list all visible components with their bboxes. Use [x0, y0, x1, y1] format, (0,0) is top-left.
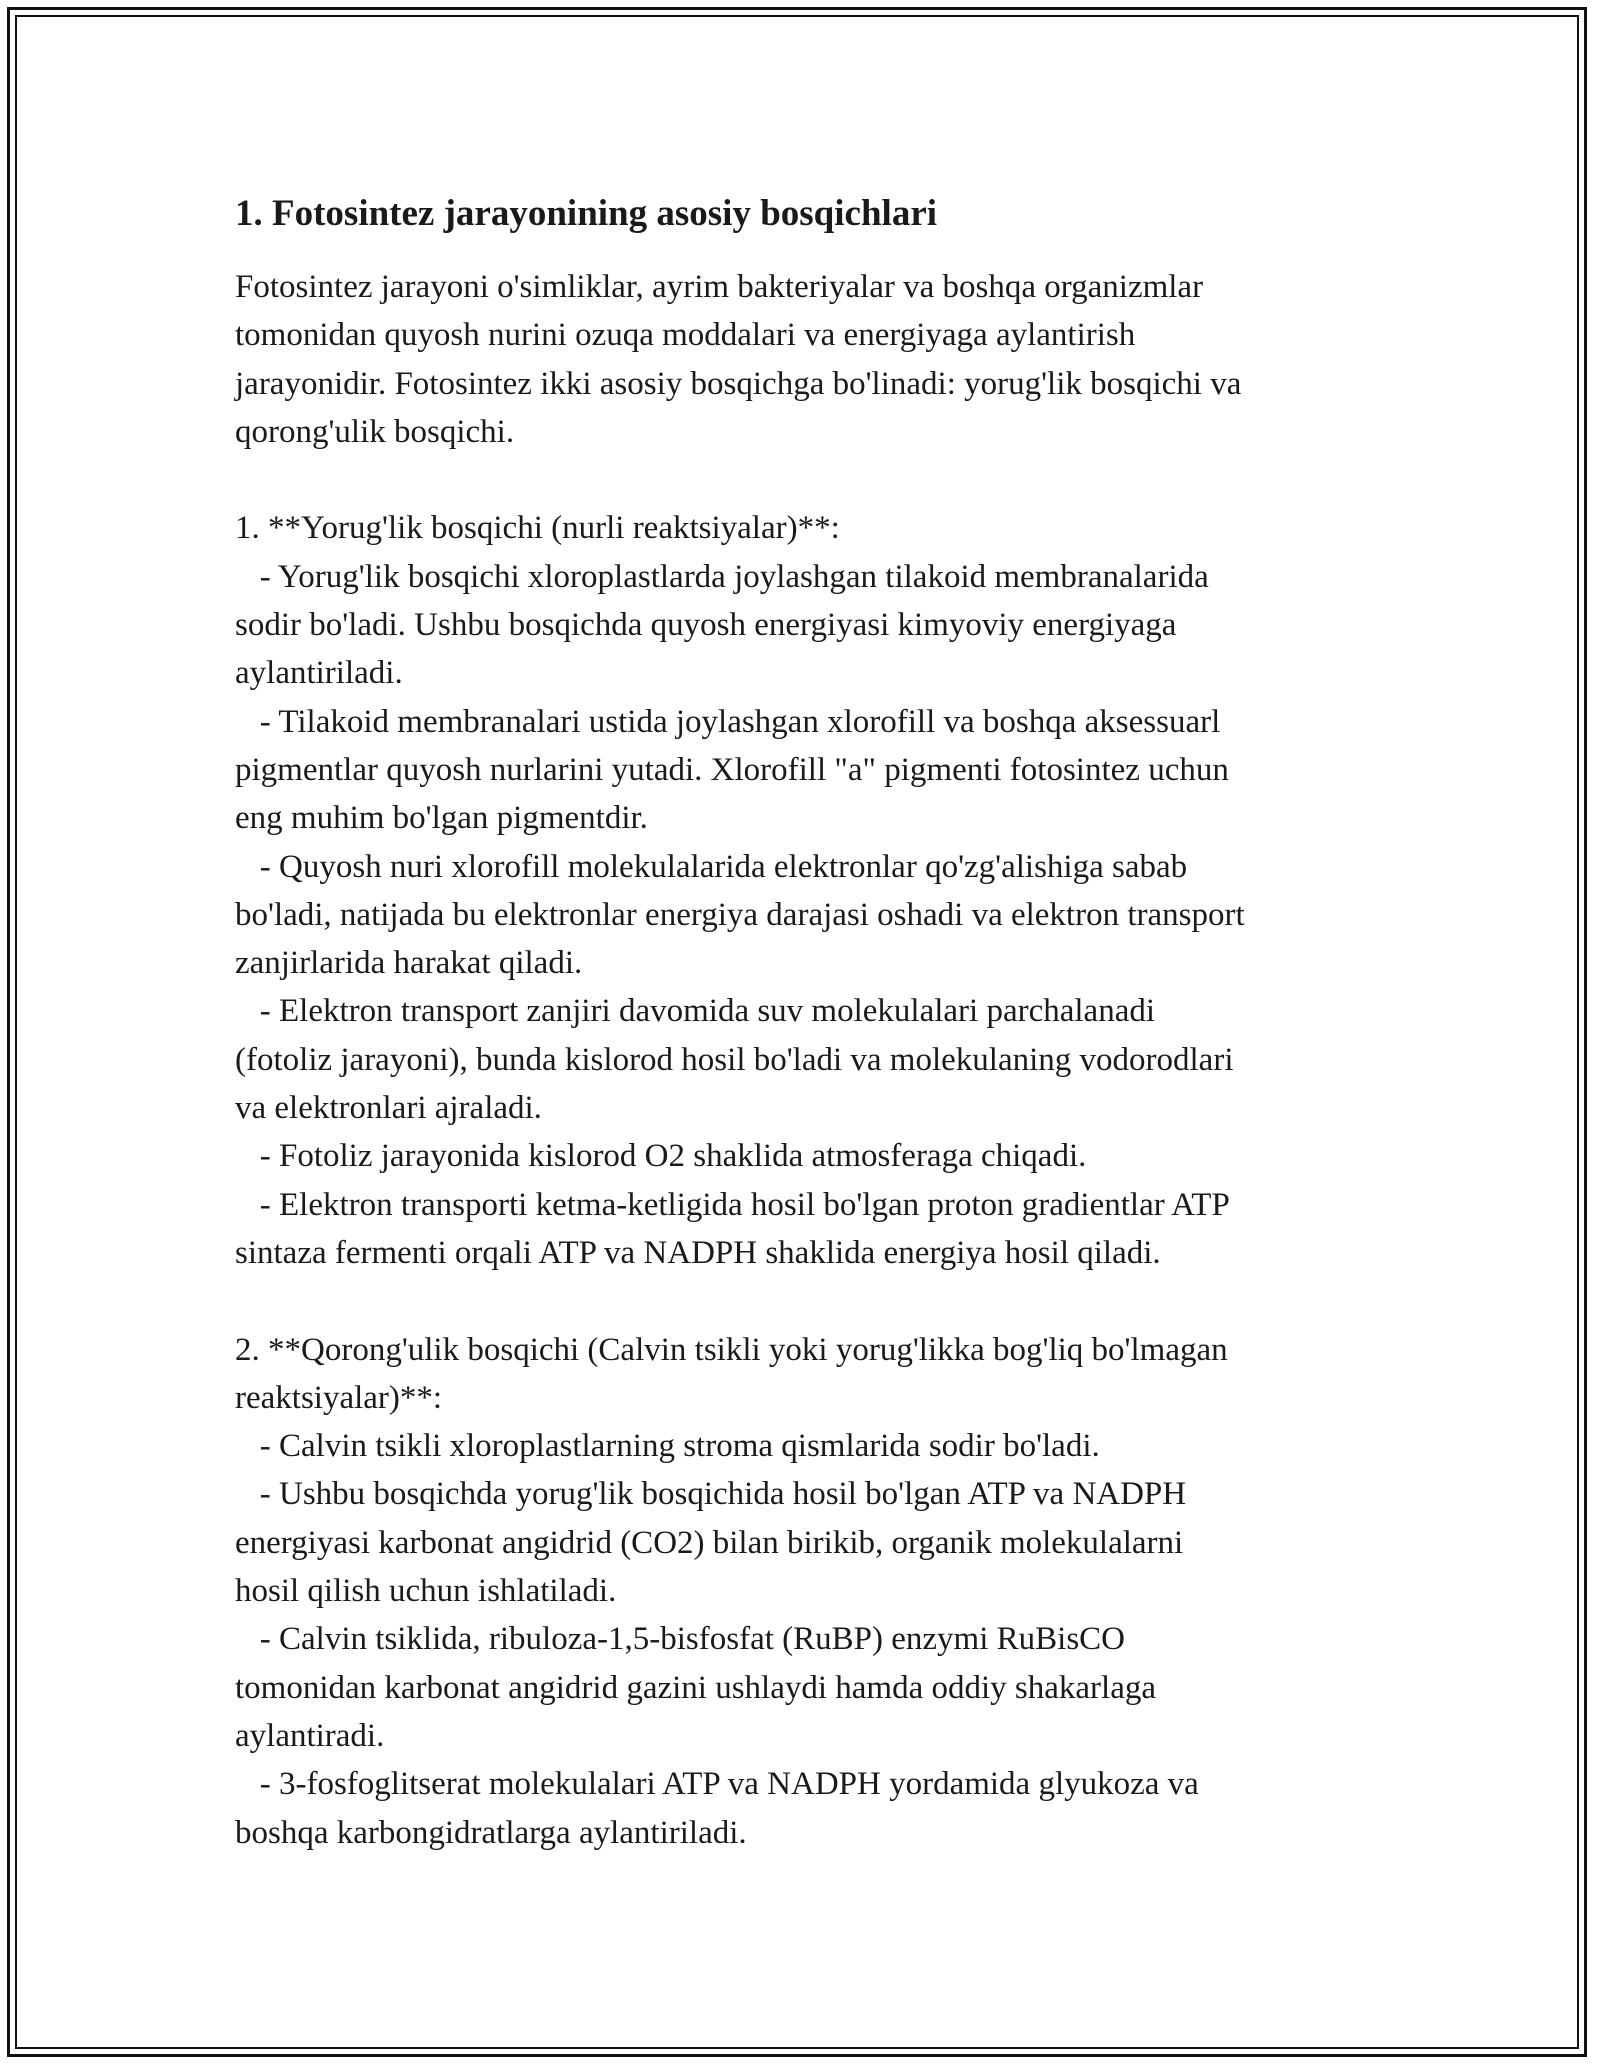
text-line: - Calvin tsikli xloroplastlarning stroma qismlarida sodir bo'ladi.	[235, 1428, 1100, 1465]
text-line: bo'ladi, natijada bu elektronlar energiya darajasi oshadi va elektron transport	[235, 896, 1245, 933]
text-line: va elektronlari ajraladi.	[235, 1090, 542, 1127]
text-line: - 3-fosfoglitserat molekulalari ATP va NADPH yordamida glyukoza va	[235, 1766, 1199, 1803]
document-body	[235, 263, 1365, 1857]
document-heading: 1. Fotosintez jarayonining asosiy bosqichlari	[235, 193, 938, 234]
text-line: eng muhim bo'lgan pigmentdir.	[235, 800, 648, 837]
text-line: 2. **Qorong'ulik bosqichi (Calvin tsikli yoki yorug'likka bog'liq bo'lmagan	[235, 1331, 1228, 1368]
text-line: boshqa karbongidratlarga aylantiriladi.	[235, 1814, 747, 1851]
text-line: sintaza fermenti orqali ATP va NADPH shaklida energiya hosil qiladi.	[235, 1234, 1161, 1271]
text-line: - Tilakoid membranalari ustida joylashgan xlorofill va boshqa aksessuarl	[235, 703, 1221, 740]
text-line: - Ushbu bosqichda yorug'lik bosqichida hosil bo'lgan ATP va NADPH	[235, 1476, 1187, 1513]
text-line: energiyasi karbonat angidrid (CO2) bilan birikib, organik molekulalarni	[235, 1524, 1184, 1561]
text-line: - Elektron transport zanjiri davomida suv molekulalari parchalanadi	[235, 993, 1156, 1030]
text-line: hosil qilish uchun ishlatiladi.	[235, 1573, 617, 1610]
text-line: reaktsiyalar)**:	[235, 1379, 443, 1416]
text-line: tomonidan karbonat angidrid gazini ushlaydi hamda oddiy shakarlaga	[235, 1669, 1157, 1706]
text-line: - Elektron transporti ketma-ketligida hosil bo'lgan proton gradientlar ATP	[235, 1186, 1230, 1223]
text-line: - Quyosh nuri xlorofill molekulalarida elektronlar qo'zg'alishiga sabab	[235, 848, 1188, 885]
blank-line	[235, 456, 1365, 504]
text-line: - Yorug'lik bosqichi xloroplastlarda joylashgan tilakoid membranalarida	[235, 558, 1209, 595]
text-line: zanjirlarida harakat qiladi.	[235, 945, 583, 982]
text-line: - Fotoliz jarayonida kislorod O2 shaklida atmosferaga chiqadi.	[235, 1138, 1087, 1175]
document-content	[235, 185, 1365, 1857]
text-line: (fotoliz jarayoni), bunda kislorod hosil bo'ladi va molekulaning vodorodlari	[235, 1041, 1234, 1078]
text-line: aylantiradi.	[235, 1717, 385, 1754]
text-line: sodir bo'ladi. Ushbu bosqichda quyosh energiyasi kimyoviy energiyaga	[235, 607, 1177, 644]
text-line: aylantiriladi.	[235, 655, 403, 692]
blank-line	[235, 1277, 1365, 1325]
text-line: Fotosintez jarayoni o'simliklar, ayrim bakteriyalar va boshqa organizmlar	[235, 269, 1204, 305]
text-line: - Calvin tsiklida, ribuloza-1,5-bisfosfat (RuBP) enzymi RuBisCO	[235, 1621, 1126, 1658]
text-line: pigmentlar quyosh nurlarini yutadi. Xlorofill "a" pigmenti fotosintez uchun	[235, 751, 1229, 788]
text-line: jarayonidir. Fotosintez ikki asosiy bosqichga bo'linadi: yorug'lik bosqichi va	[235, 365, 1242, 402]
text-line: 1. **Yorug'lik bosqichi (nurli reaktsiyalar)**:	[235, 510, 840, 547]
text-line: qorong'ulik bosqichi.	[235, 413, 515, 450]
text-line: tomonidan quyosh nurini ozuqa moddalari va energiyaga aylantirish	[235, 317, 1136, 354]
